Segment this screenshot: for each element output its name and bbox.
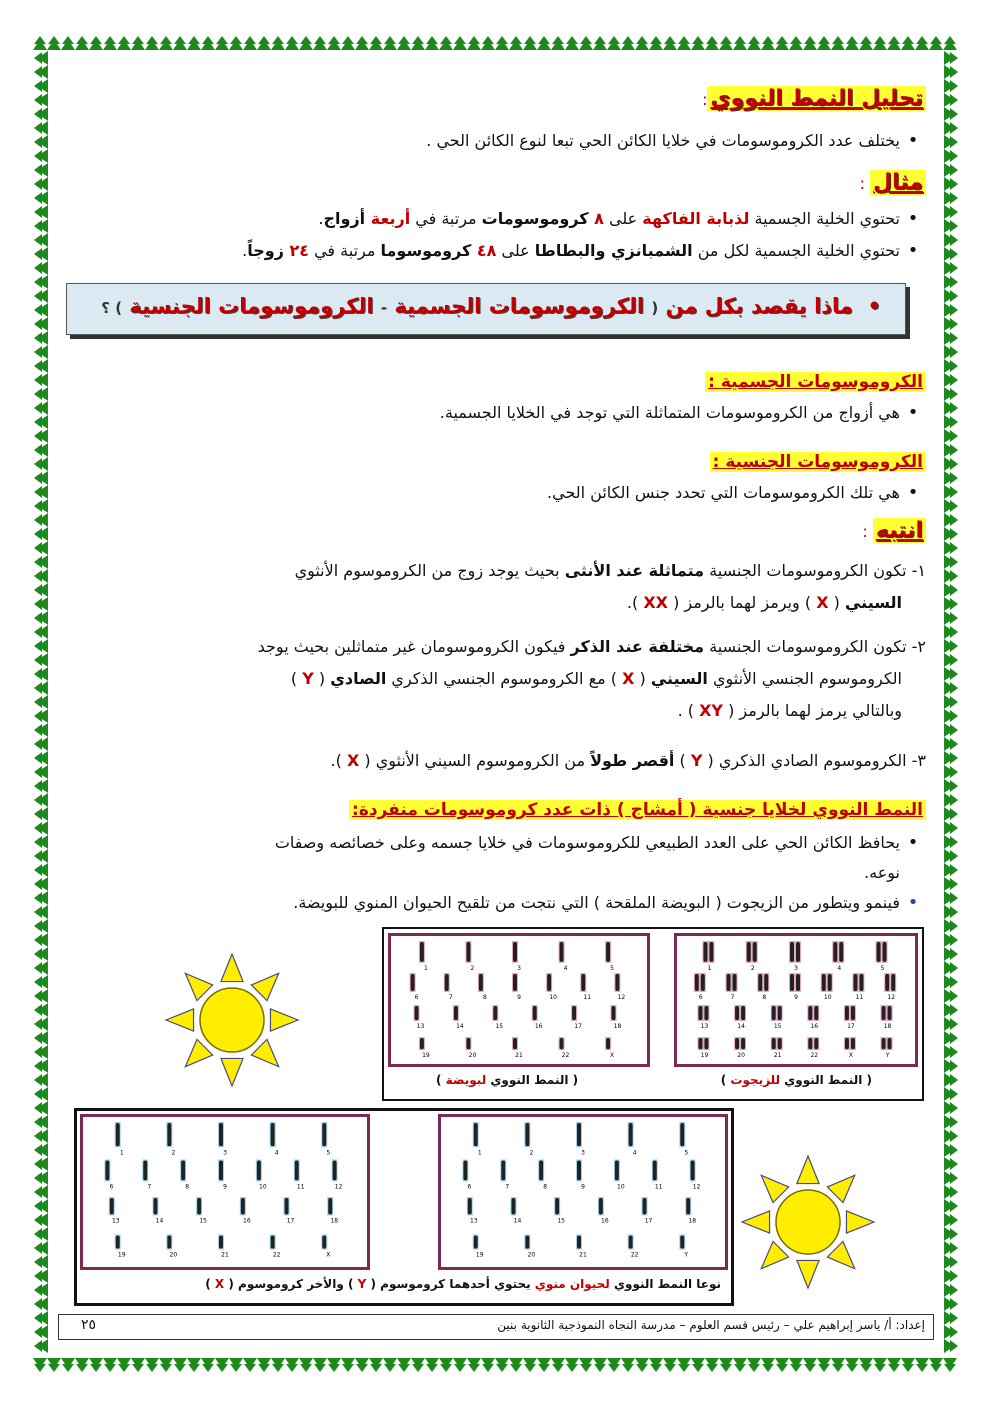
footer (58, 1314, 934, 1340)
chromosome-label: 11 (855, 993, 864, 1001)
chromosome-label: 18 (688, 1217, 697, 1225)
chromosome-label: 13 (700, 1023, 709, 1031)
chromosome-label: 5 (326, 1149, 331, 1157)
haploid-bullet-1-line-1: •يحافظ الكائن الحي على العدد الطبيعي للكروموسومات في خلايا جسمه وعلى خصائصه وصفات (274, 832, 919, 853)
chromosome-label: X (610, 1052, 615, 1060)
chromosome-label: 22 (810, 1052, 819, 1060)
chromosome-label: 3 (794, 964, 798, 972)
chromosome-label: 15 (495, 1023, 504, 1031)
caption-sperm: نوعا النمط النووي لحيوان منوي يحتوي أحدهما كروموسوم ( Y ) والأخر كروموسوم ( X ) (205, 1277, 721, 1291)
chromosome-label: 10 (823, 993, 832, 1001)
chromosome-label: 17 (574, 1023, 582, 1031)
chromosome-label: Y (885, 1052, 890, 1060)
chromosome-label: 20 (468, 1052, 477, 1060)
chromosome-label: 2 (529, 1149, 534, 1157)
autosomes-title: الكروموسومات الجسمية : (705, 372, 926, 392)
karyotype-egg (388, 933, 650, 1067)
sex-chromosomes-title: الكروموسومات الجنسية : (710, 452, 926, 472)
chromosome-label: 6 (414, 993, 419, 1001)
chromosome-label: 12 (692, 1183, 701, 1191)
question-box (66, 283, 906, 335)
chromosome-label: 6 (698, 993, 703, 1001)
chromosome-label: X (848, 1052, 853, 1060)
chromosome-label: 1 (119, 1149, 124, 1157)
chromosome-label: 2 (750, 964, 755, 972)
chromosome-label: 16 (243, 1217, 251, 1225)
analysis-intro: •يختلف عدد الكروموسومات في خلايا الكائن الحي تبعا لنوع الكائن الحي . (426, 130, 919, 151)
chromosome-label: 11 (296, 1183, 305, 1191)
haploid-title: النمط النووي لخلايا جنسية ( أمشاج ) ذات عدد كروموسومات منفردة: (349, 800, 926, 820)
chromosome-label: 9 (794, 993, 798, 1001)
chromosome-label: 5 (610, 964, 615, 972)
example-line-2: •تحتوي الخلية الجسمية لكل من الشمبانزي والبطاطا على ٤٨ كروموسوما مرتبة في ٢٤ زوجاً. (242, 240, 919, 261)
example-line-1: •تحتوي الخلية الجسمية لذبابة الفاكهة على ٨ كروموسومات مرتبة في أربعة أزواج. (318, 208, 919, 229)
chromosome-label: 20 (169, 1251, 178, 1259)
sun-icon (162, 950, 302, 1090)
chromosome-label: 3 (581, 1149, 585, 1157)
chromosome-label: 3 (223, 1149, 227, 1157)
haploid-bullet-1-line-2: نوعه. (864, 863, 900, 882)
chromosome-label: 6 (467, 1183, 472, 1191)
chromosome-label: 4 (632, 1149, 637, 1157)
chromosome-label: 12 (334, 1183, 343, 1191)
chromosome-label: 14 (737, 1023, 745, 1031)
chromosome-label: 21 (773, 1052, 782, 1060)
chromosome-label: 9 (517, 993, 521, 1001)
example-title: مثال (870, 170, 926, 195)
chromosome-label: 7 (505, 1183, 510, 1191)
chromosome-label: 5 (880, 964, 885, 972)
chromosome-label: 10 (549, 993, 557, 1001)
chromosome-label: 19 (475, 1251, 484, 1259)
chromosome-label: 8 (482, 993, 487, 1001)
chromosome-label: 17 (847, 1023, 855, 1031)
chromosome-label: 18 (883, 1023, 892, 1031)
note-point-2-line-1: ٢- تكون الكروموسومات الجنسية مختلفة عند الذكر فيكون الكروموسومان غير متماثلين بحيث يوجد (257, 637, 926, 656)
note-point-2-line-3: وبالتالي يرمز لهما بالرمز ( XY ) . (677, 701, 902, 720)
haploid-bullet-2: •فينمو ويتطور من الزيجوت ( البويضة الملقحة ) التي نتجت من تلقيح الحيوان المنوي للبويضة. (293, 892, 919, 913)
chromosome-label: 16 (810, 1023, 819, 1031)
chromosome-label: Y (684, 1251, 689, 1259)
caption-zygote: ( النمط النووي للزيجوت ) (720, 1073, 872, 1087)
chromosome-label: 8 (762, 993, 767, 1001)
chromosome-label: 1 (707, 964, 712, 972)
chromosome-label: 9 (223, 1183, 227, 1191)
chromosome-label: 5 (684, 1149, 689, 1157)
chromosome-label: 20 (527, 1251, 536, 1259)
chromosome-label: 20 (737, 1052, 745, 1060)
chromosome-label: 2 (171, 1149, 176, 1157)
karyotype-sperm-x (80, 1114, 370, 1270)
chromosome-label: 2 (470, 964, 475, 972)
sun-icon (738, 1152, 878, 1292)
chromosome-label: X (326, 1251, 331, 1259)
chromosome-label: 19 (422, 1052, 430, 1060)
chromosome-label: 8 (185, 1183, 190, 1191)
chromosome-label: 15 (773, 1023, 782, 1031)
chromosome-label: 11 (654, 1183, 663, 1191)
chromosome-label: 15 (199, 1217, 207, 1225)
chromosome-label: 21 (515, 1052, 523, 1060)
chromosome-label: 17 (286, 1217, 295, 1225)
chromosome-label: 6 (109, 1183, 114, 1191)
chromosome-label: 4 (274, 1149, 279, 1157)
karyotype-sperm-y (438, 1114, 728, 1270)
chromosome-label: 22 (630, 1251, 639, 1259)
chromosome-label: 14 (155, 1217, 164, 1225)
chromosome-label: 12 (887, 993, 896, 1001)
chromosome-label: 17 (644, 1217, 653, 1225)
chromosome-label: 7 (448, 993, 453, 1001)
chromosome-label: 13 (111, 1217, 120, 1225)
footer-credit: إعداد: أ/ ياسر إبراهيم علي – رئيس قسم العلوم – مدرسة النجاه النموذجية الثانوية بنين (497, 1318, 925, 1332)
chromosome-label: 22 (561, 1052, 570, 1060)
chromosome-label: 19 (700, 1052, 709, 1060)
chromosome-label: 8 (543, 1183, 548, 1191)
chromosome-label: 16 (601, 1217, 609, 1225)
sex-chromosomes-def: •هي تلك الكروموسومات التي تحدد جنس الكائن الحي. (547, 482, 919, 503)
chromosome-label: 13 (469, 1217, 478, 1225)
chromosome-label: 22 (272, 1251, 281, 1259)
chromosome-label: 12 (617, 993, 626, 1001)
caption-egg: ( النمط النووي لبويضة ) (436, 1073, 579, 1087)
page-number: ٢٥ (81, 1317, 97, 1333)
chromosome-label: 4 (837, 964, 842, 972)
chromosome-label: 9 (581, 1183, 585, 1191)
chromosome-label: 1 (423, 964, 428, 972)
chromosome-label: 11 (583, 993, 592, 1001)
chromosome-label: 4 (563, 964, 568, 972)
note-point-1-line-1: ١- تكون الكروموسومات الجنسية متماثلة عند الأنثى بحيث يوجد زوج من الكروموسوم الأنثوي (294, 561, 926, 580)
chromosome-label: 7 (730, 993, 735, 1001)
question-text: • ماذا يقصد بكل من ( الكروموسومات الجسمية - الكروموسومات الجنسية ) ؟ (101, 294, 881, 318)
chromosome-label: 16 (534, 1023, 543, 1031)
chromosome-label: 14 (456, 1023, 464, 1031)
chromosome-label: 14 (513, 1217, 522, 1225)
chromosome-label: 10 (617, 1183, 625, 1191)
chromosome-label: 21 (221, 1251, 229, 1259)
note-point-2-line-2: الكروموسوم الجنسي الأنثوي السيني ( X ) مع الكروموسوم الجنسي الذكري الصادي ( Y ) (290, 669, 902, 688)
chromosome-label: 15 (557, 1217, 565, 1225)
karyotype-frame-bottom (74, 1108, 734, 1306)
chromosome-label: 7 (147, 1183, 152, 1191)
chromosome-label: 18 (613, 1023, 622, 1031)
chromosome-label: 10 (259, 1183, 267, 1191)
chromosome-label: 18 (330, 1217, 339, 1225)
note-point-1-line-2: السيني ( X ) ويرمز لهما بالرمز ( XX ). (626, 593, 902, 612)
karyotype-zygote (674, 933, 918, 1067)
note-point-3: ٣- الكروموسوم الصادي الذكري ( Y ) أقصر طولاً من الكروموسوم السيني الأنثوي ( X ). (330, 751, 926, 770)
note-title: انتبه (873, 518, 926, 543)
chromosome-label: 1 (477, 1149, 482, 1157)
chromosome-label: 13 (416, 1023, 425, 1031)
chromosome-label: 21 (579, 1251, 587, 1259)
analysis-title: تحليل النمط النووي (707, 86, 926, 111)
karyotype-frame-top (382, 927, 924, 1101)
autosomes-def: •هي أزواج من الكروموسومات المتماثلة التي توجد في الخلايا الجسمية. (439, 402, 919, 423)
chromosome-label: 19 (117, 1251, 126, 1259)
chromosome-label: 3 (517, 964, 521, 972)
